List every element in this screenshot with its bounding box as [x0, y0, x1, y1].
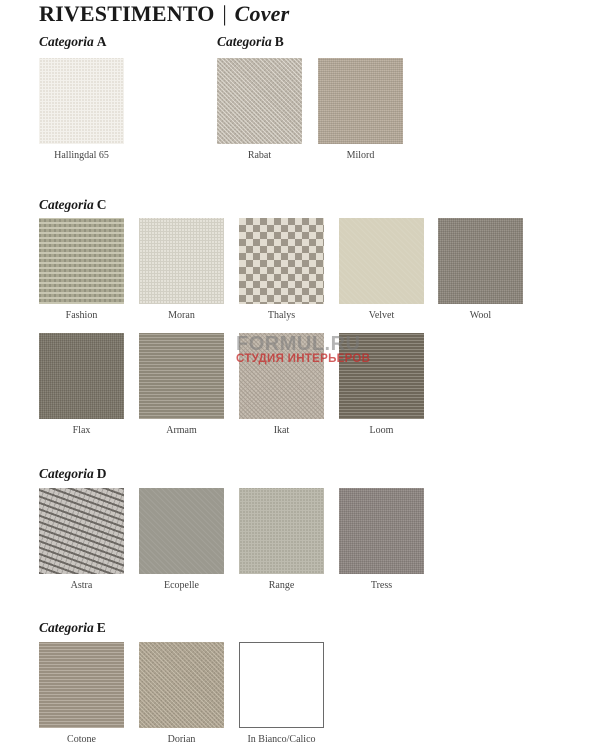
category-letter: E: [96, 620, 106, 635]
swatch-image: [438, 218, 523, 304]
page-title: [39, 1, 289, 27]
watermark-tagline: СТУДИЯ ИНТЕРЬЕРОВ: [236, 353, 371, 365]
swatch-image: [239, 488, 324, 574]
swatch-name: Ecopelle: [164, 580, 199, 591]
category-c-heading: [39, 197, 107, 213]
swatch-range: [239, 488, 324, 591]
swatch-in-bianco-calico: [239, 642, 324, 745]
swatch-dorian: [139, 642, 224, 745]
watermark-logo-text: FORMUL.RU: [236, 333, 361, 355]
swatch-thalys: [239, 218, 324, 321]
swatch-image: [239, 642, 324, 728]
swatch-ikat: [239, 333, 324, 436]
swatch-image: [139, 642, 224, 728]
swatch-image: [139, 218, 224, 304]
swatch-name: Rabat: [247, 150, 272, 161]
category-letter: C: [96, 197, 107, 212]
category-word: Categoria: [39, 34, 94, 49]
swatch-name: Fashion: [65, 310, 98, 321]
title-main: RIVESTIMENTO: [39, 1, 215, 26]
swatch-name: In Bianco/Calico: [247, 734, 316, 745]
category-word: Categoria: [217, 34, 272, 49]
swatch-image: [339, 218, 424, 304]
category-word: Categoria: [39, 466, 94, 481]
swatch-name: Flax: [72, 425, 91, 436]
swatch-velvet: [339, 218, 424, 321]
swatch-image: [139, 488, 224, 574]
swatch-name: Dorian: [167, 734, 196, 745]
swatch-astra: [39, 488, 124, 591]
swatch-ecopelle: [139, 488, 224, 591]
swatch-image: [239, 218, 324, 304]
swatch-image: [39, 333, 124, 419]
swatch-milord: [318, 58, 403, 161]
swatch-image: [39, 218, 124, 304]
category-e-heading: [39, 620, 106, 636]
swatch-moran: [139, 218, 224, 321]
title-separator: |: [222, 1, 227, 26]
swatch-armam: [139, 333, 224, 436]
category-b-heading: [217, 34, 284, 50]
category-letter: B: [274, 34, 284, 49]
swatch-name: Astra: [70, 580, 93, 591]
swatch-image: [39, 642, 124, 728]
title-sub: Cover: [234, 1, 290, 26]
category-word: Categoria: [39, 620, 94, 635]
category-letter: A: [96, 34, 107, 49]
swatch-name: Milord: [346, 150, 375, 161]
swatch-name: Armam: [166, 425, 197, 436]
swatch-rabat: [217, 58, 302, 161]
swatch-image: [239, 333, 324, 419]
swatch-image: [39, 58, 124, 144]
swatch-name: Thalys: [267, 310, 296, 321]
swatch-tress: [339, 488, 424, 591]
category-word: Categoria: [39, 197, 94, 212]
swatch-hallingdal-65: [39, 58, 124, 161]
swatch-image: [139, 333, 224, 419]
swatch-image: [339, 488, 424, 574]
swatch-cotone: [39, 642, 124, 745]
swatch-wool: [438, 218, 523, 321]
swatch-name: Velvet: [368, 310, 395, 321]
category-d-heading: [39, 466, 107, 482]
swatch-image: [217, 58, 302, 144]
swatch-name: Wool: [469, 310, 492, 321]
swatch-name: Tress: [370, 580, 393, 591]
category-a-heading: [39, 34, 107, 50]
swatch-name: Ikat: [273, 425, 290, 436]
swatch-image: [339, 333, 424, 419]
swatch-image: [318, 58, 403, 144]
swatch-name: Hallingdal 65: [54, 150, 109, 161]
swatch-name: Moran: [168, 310, 195, 321]
swatch-name: Loom: [369, 425, 394, 436]
swatch-name: Range: [268, 580, 295, 591]
swatch-image: [39, 488, 124, 574]
swatch-name: Cotone: [67, 734, 96, 745]
swatch-loom: [339, 333, 424, 436]
category-letter: D: [96, 466, 107, 481]
swatch-flax: [39, 333, 124, 436]
swatch-fashion: [39, 218, 124, 321]
